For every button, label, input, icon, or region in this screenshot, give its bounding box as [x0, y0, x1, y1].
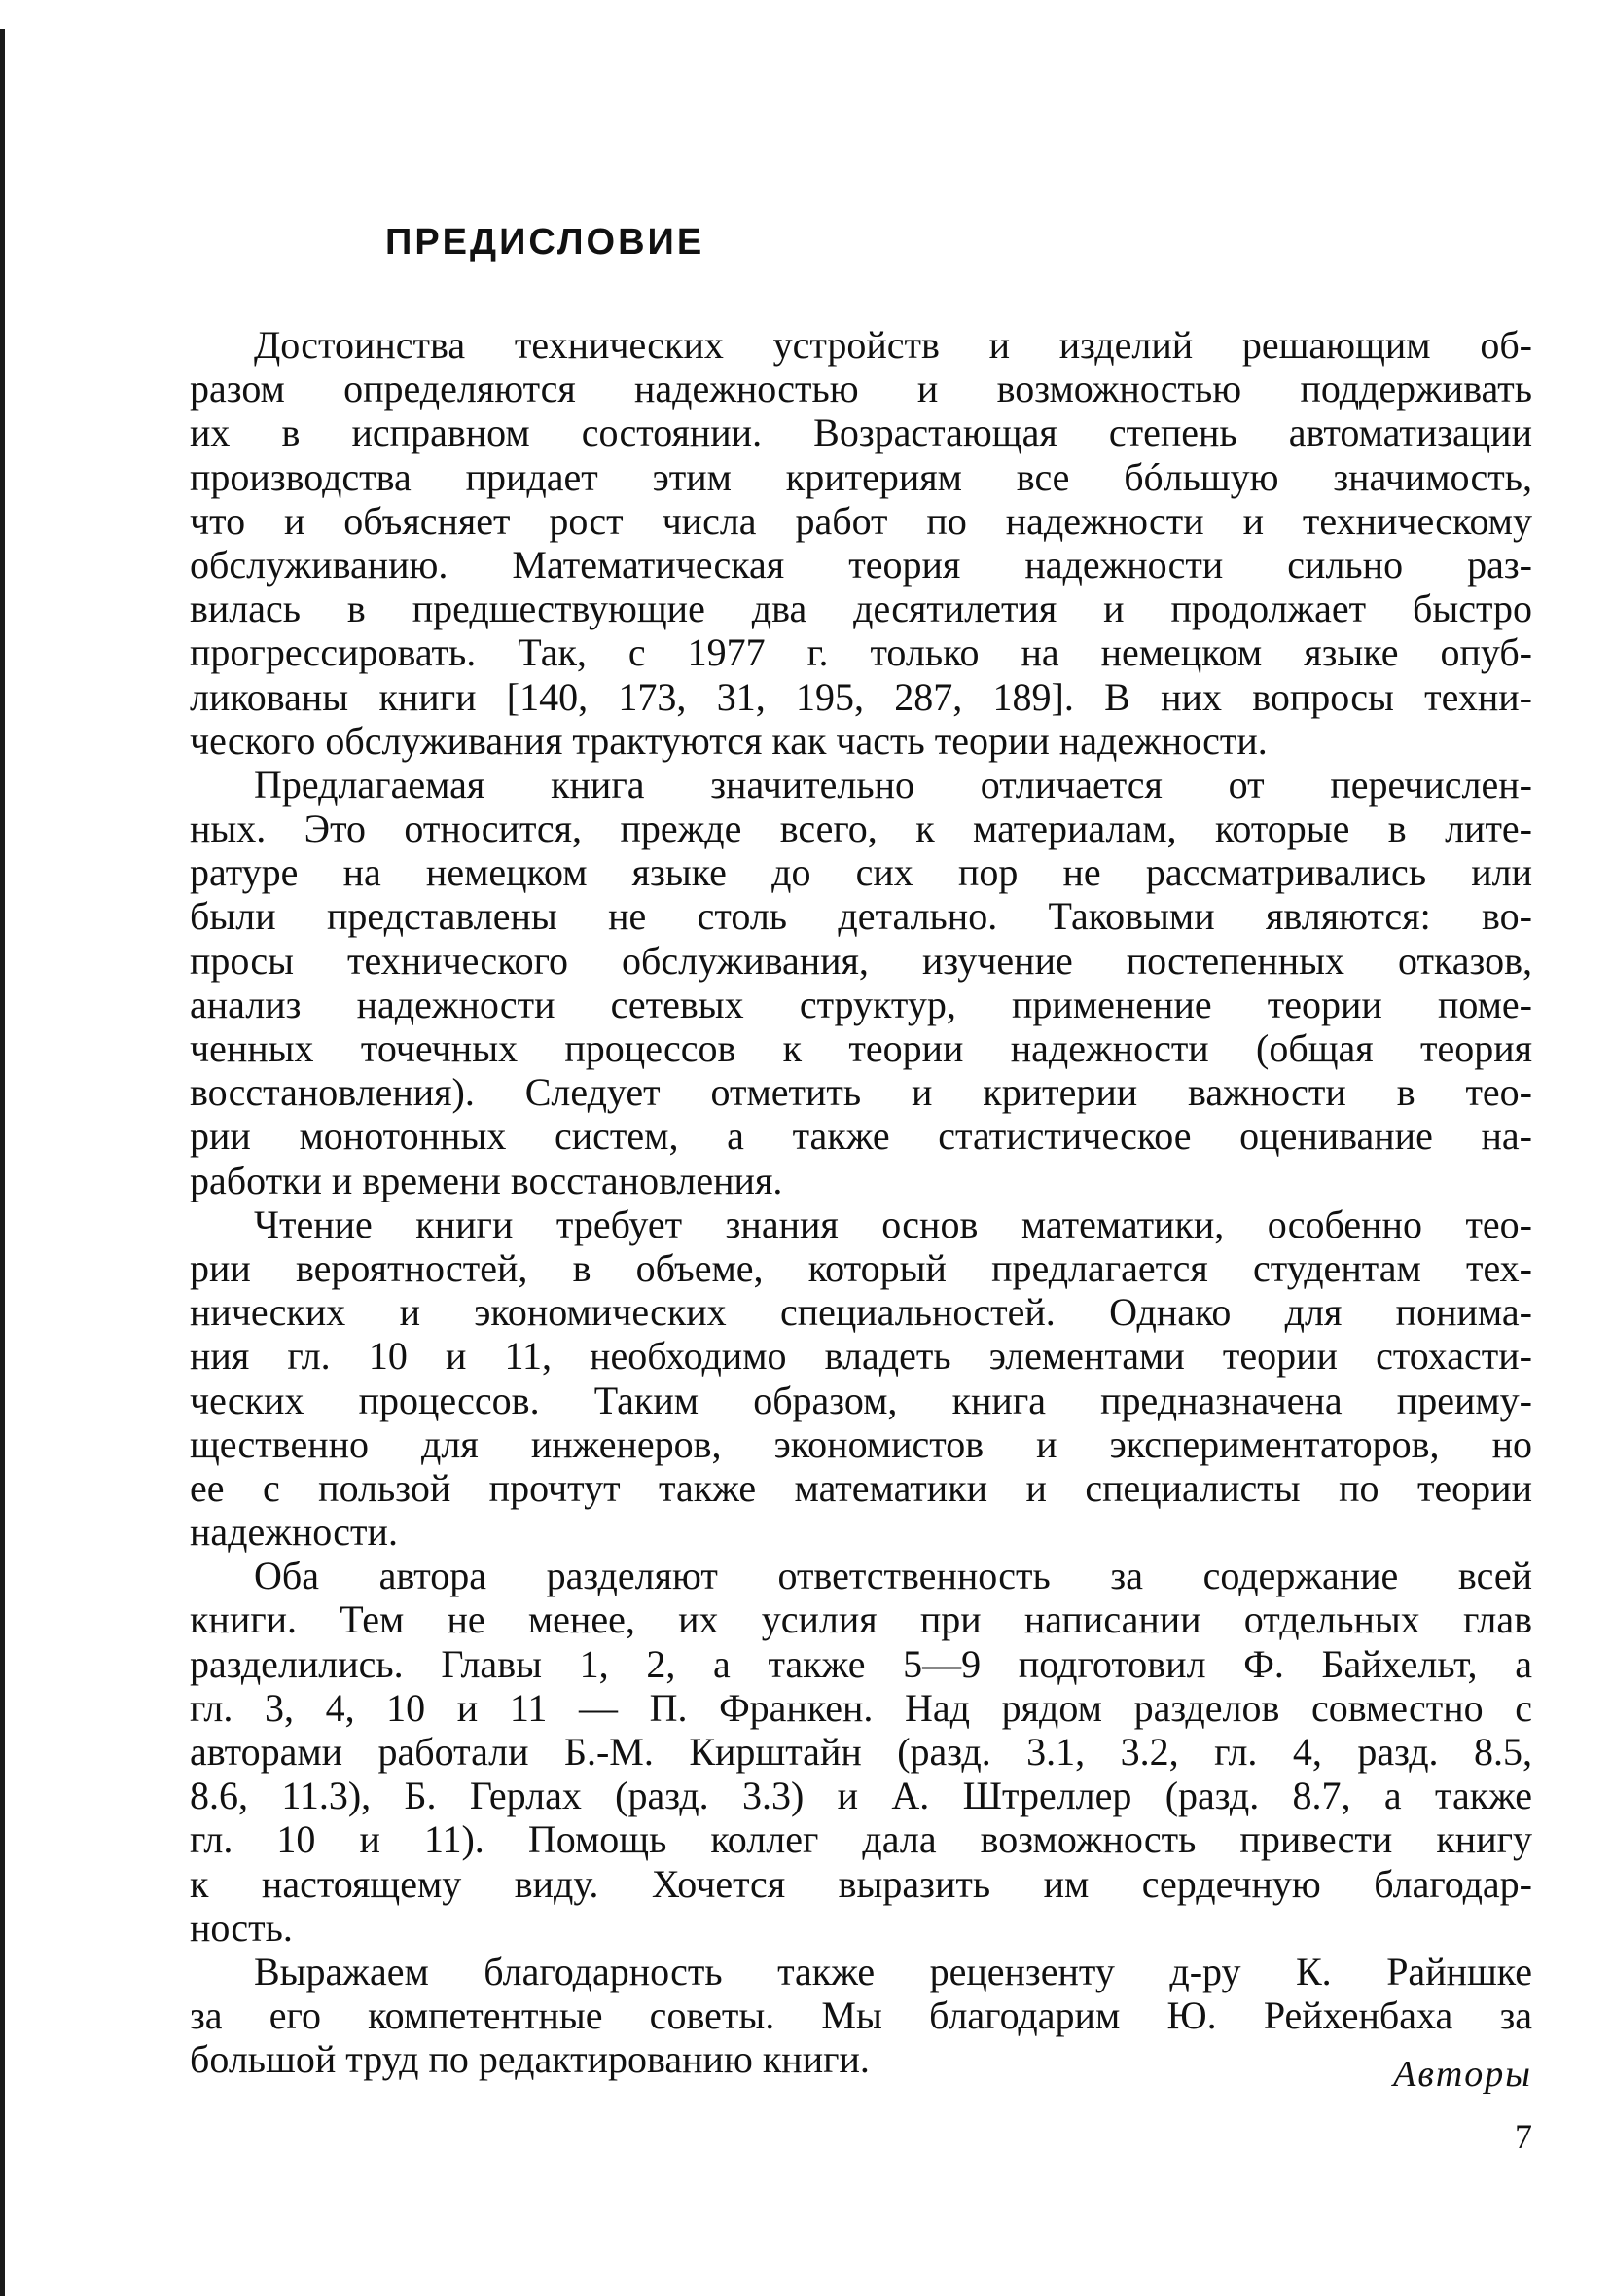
text-line: к настоящему виду. Хочется выразить им сердечную благодар-: [190, 1861, 1532, 1906]
text-line: работки и времени восстановления.: [190, 1158, 783, 1202]
text-line: разом определяются надежностью и возможностью поддерживать: [190, 367, 1532, 412]
text-line: нических и экономических специальностей. Однако для понима-: [190, 1290, 1532, 1335]
text-line: ее с пользой прочтут также математики и специалисты по теории: [190, 1465, 1532, 1510]
text-line: ченных точечных процессов к теории надежности (общая теория: [190, 1026, 1532, 1070]
paragraph-3: [190, 1202, 1532, 1555]
paragraph-2: [190, 763, 1532, 1202]
text-line: гл. 10 и 11). Помощь коллег дала возможность привести книгу: [190, 1817, 1532, 1862]
text-line: ность.: [190, 1905, 293, 1950]
paragraph-4: [190, 1554, 1532, 1950]
paragraph-5: [190, 1950, 1532, 2082]
text-line: их в исправном состоянии. Возрастающая степень автоматизации: [190, 411, 1532, 455]
text-line: Предлагаемая книга значительно отличается от перечислен-: [254, 762, 1532, 807]
text-line: Чтение книги требует знания основ математики, особенно тео-: [254, 1202, 1532, 1246]
text-line: большой труд по редактированию книги.: [190, 2037, 870, 2082]
text-line: восстановления). Следует отметить и критерии важности в тео-: [190, 1070, 1532, 1115]
text-line: ных. Это относится, прежде всего, к материалам, которые в лите-: [190, 807, 1532, 851]
signature-authors: Авторы: [1393, 2054, 1532, 2095]
text-line: 8.6, 11.3), Б. Герлах (разд. 3.3) и А. Штреллер (разд. 8.7, а также: [190, 1774, 1532, 1818]
text-line: книги. Тем не менее, их усилия при написании отдельных глав: [190, 1597, 1532, 1642]
text-line: ния гл. 10 и 11, необходимо владеть элементами теории стохасти-: [190, 1334, 1532, 1379]
text-line: обслуживанию. Математическая теория надежности сильно раз-: [190, 542, 1532, 587]
text-line: ческих процессов. Таким образом, книга предназначена преиму-: [190, 1378, 1532, 1422]
text-line: были представлены не столь детально. Таковыми являются: во-: [190, 894, 1532, 939]
text-line: Выражаем благодарность также рецензенту д-ру К. Райншке: [254, 1949, 1532, 1993]
text-line: гл. 3, 4, 10 и 11 — П. Франкен. Над рядом разделов совместно с: [190, 1685, 1532, 1730]
text-line: прогрессировать. Так, с 1977 г. только на немецком языке опуб-: [190, 630, 1532, 675]
text-line: надежности.: [190, 1510, 398, 1555]
text-line: ратуре на немецком языке до сих пор не рассматривались или: [190, 850, 1532, 895]
page-number: 7: [1515, 2117, 1532, 2156]
text-line: за его компетентные советы. Мы благодарим Ю. Рейхенбаха за: [190, 1993, 1532, 2038]
text-line: производства придает этим критериям все бóльшую значимость,: [190, 454, 1532, 499]
text-line: щественно для инженеров, экономистов и экспериментаторов, но: [190, 1421, 1532, 1466]
text-line: рии монотонных систем, а также статистическое оценивание на-: [190, 1114, 1532, 1159]
text-line: Оба автора разделяют ответственность за содержание всей: [254, 1554, 1532, 1598]
text-line: Достоинства технических устройств и изделий решающим об-: [254, 323, 1532, 367]
paragraph-1: [190, 323, 1532, 763]
preface-body: [190, 323, 1532, 2082]
text-line: авторами работали Б.-М. Кирштайн (разд. 3.1, 3.2, гл. 4, разд. 8.5,: [190, 1730, 1532, 1774]
text-line: анализ надежности сетевых структур, применение теории поме-: [190, 982, 1532, 1026]
text-line: просы технического обслуживания, изучение постепенных отказов,: [190, 938, 1532, 983]
text-line: разделились. Главы 1, 2, а также 5—9 подготовил Ф. Байхельт, а: [190, 1641, 1532, 1686]
text-line: рии вероятностей, в объеме, который предлагается студентам тех-: [190, 1245, 1532, 1290]
text-line: ликованы книги [140, 173, 31, 195, 287, 189]. В них вопросы техни-: [190, 674, 1532, 719]
text-line: что и объясняет рост числа работ по надежности и техническому: [190, 498, 1532, 543]
text-line: вилась в предшествующие два десятилетия и продолжает быстро: [190, 587, 1532, 631]
page-title: ПРЕДИСЛОВИЕ: [385, 222, 705, 263]
text-line: ческого обслуживания трактуются как часть теории надежности.: [190, 718, 1268, 763]
